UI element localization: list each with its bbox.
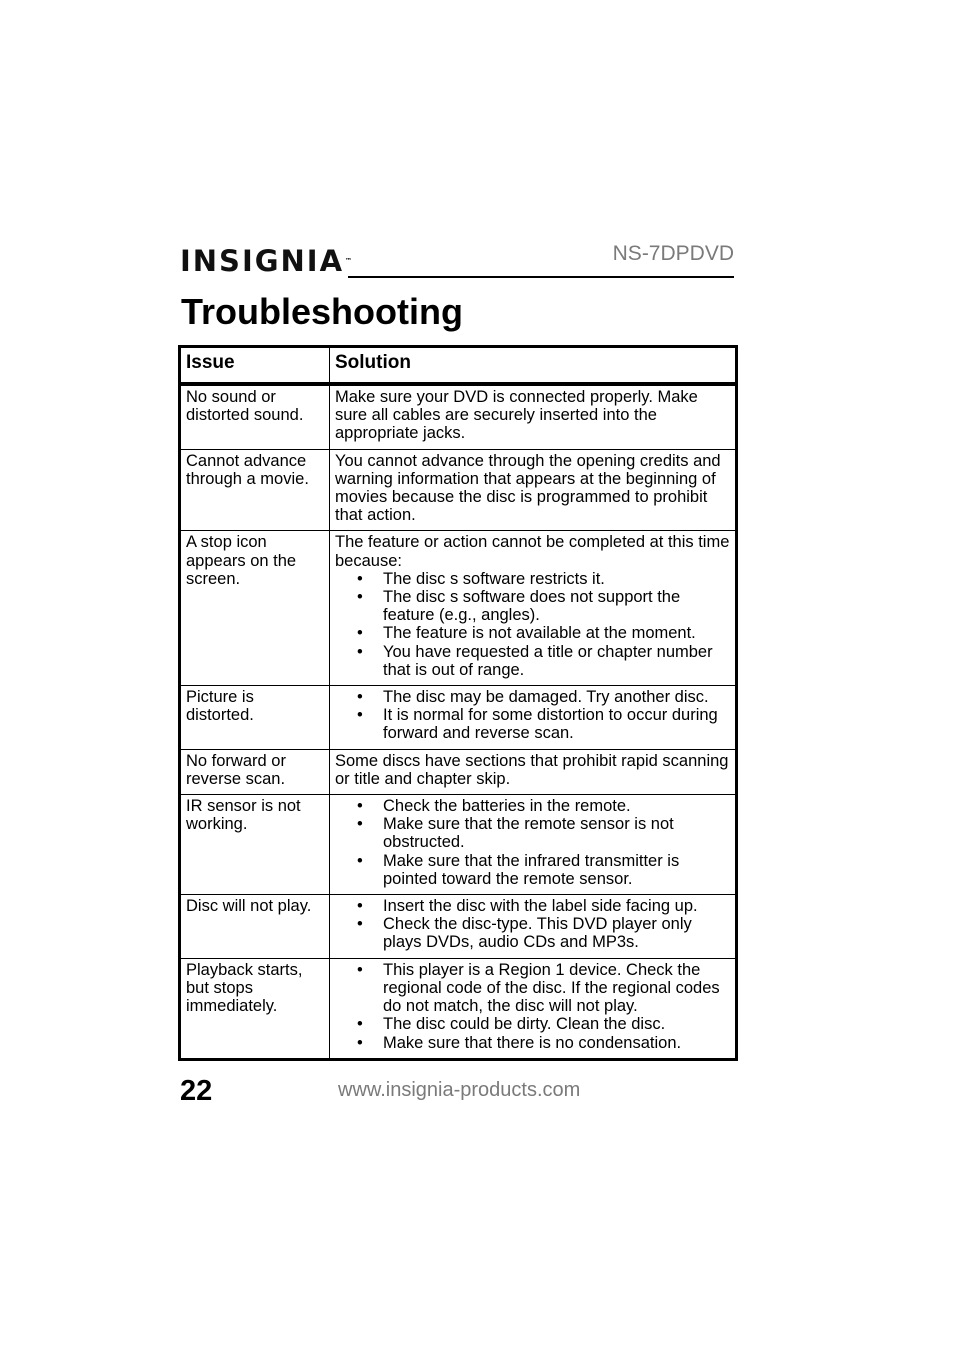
bullet-text: The disc may be damaged. Try another disc. <box>383 688 709 707</box>
bullet-text: Make sure that there is no condensation. <box>383 1033 682 1052</box>
table-row <box>180 795 737 895</box>
solution-bullet-item <box>335 588 731 624</box>
column-header-issue: Issue <box>180 347 330 385</box>
bullet-text: Insert the disc with the label side facing up. <box>383 897 698 916</box>
bullet-icon: • <box>357 851 363 870</box>
solution-bullet-item <box>335 1034 731 1052</box>
bullet-text: Make sure that the infrared transmitter is pointed toward the remote sensor. <box>383 851 680 888</box>
table-body <box>180 384 737 1059</box>
bullet-text: The feature is not available at the moment. <box>383 624 696 643</box>
solution-text: Make sure your DVD is connected properly. Make sure all cables are securely inserted into the appropriate jacks. <box>335 388 698 443</box>
solution-bullet-item <box>335 915 731 951</box>
model-number: NS-7DPDVD <box>612 242 734 265</box>
issue-cell: IR sensor is not working. <box>180 795 330 895</box>
table-row <box>180 531 737 686</box>
solution-bullet-item <box>335 815 731 851</box>
solution-bullet-item <box>335 706 731 742</box>
solution-bullet-item <box>335 688 731 706</box>
bullet-icon: • <box>357 815 363 834</box>
issue-cell: A stop icon appears on the screen. <box>180 531 330 686</box>
solution-text: You cannot advance through the opening credits and warning information that appears at the beginning of movies because the disc is programmed to prohibit that action. <box>335 451 721 525</box>
table-row <box>180 384 737 449</box>
issue-cell: Picture is distorted. <box>180 686 330 750</box>
troubleshooting-table <box>178 345 738 1061</box>
bullet-text: The disc could be dirty. Clean the disc. <box>383 1015 666 1034</box>
column-header-solution: Solution <box>330 347 737 385</box>
solution-bullet-item <box>335 797 731 815</box>
bullet-icon: • <box>357 1033 363 1052</box>
solution-bullet-item <box>335 1015 731 1033</box>
solution-cell <box>330 795 737 895</box>
trademark-symbol: ™ <box>345 257 353 265</box>
troubleshooting-table-container <box>178 345 738 1061</box>
brand-logo <box>180 244 352 278</box>
bullet-icon: • <box>357 706 363 725</box>
bullet-text: You have requested a title or chapter number that is out of range. <box>383 642 713 679</box>
solution-cell <box>330 686 737 750</box>
solution-bullet-item <box>335 624 731 642</box>
bullet-text: The disc s software restricts it. <box>383 569 605 588</box>
solution-bullet-list <box>335 797 731 888</box>
bullet-icon: • <box>357 960 363 979</box>
bullet-icon: • <box>357 1015 363 1034</box>
table-row <box>180 686 737 750</box>
bullet-text: The disc s software does not support the feature (e.g., angles). <box>383 588 681 625</box>
bullet-text: This player is a Region 1 device. Check the regional code of the disc. If the regional codes do not match, the disc will not play. <box>383 960 720 1016</box>
solution-text: Some discs have sections that prohibit rapid scanning or title and chapter skip. <box>335 751 729 788</box>
bullet-text: It is normal for some distortion to occur during forward and reverse scan. <box>383 706 718 743</box>
solution-bullet-list <box>335 688 731 743</box>
solution-cell <box>330 384 737 449</box>
solution-cell <box>330 449 737 531</box>
issue-cell: Playback starts, but stops immediately. <box>180 958 330 1059</box>
bullet-text: Check the disc-type. This DVD player only plays DVDs, audio CDs and MP3s. <box>383 915 692 952</box>
solution-bullet-list <box>335 961 731 1052</box>
issue-cell: No sound or distorted sound. <box>180 384 330 449</box>
solution-bullet-item <box>335 897 731 915</box>
solution-cell <box>330 749 737 794</box>
solution-bullet-item <box>335 852 731 888</box>
solution-bullet-item <box>335 961 731 1016</box>
bullet-text: Make sure that the remote sensor is not obstructed. <box>383 815 674 852</box>
bullet-icon: • <box>357 797 363 816</box>
bullet-text: Check the batteries in the remote. <box>383 797 631 816</box>
bullet-icon: • <box>357 569 363 588</box>
issue-cell: Disc will not play. <box>180 895 330 959</box>
table-row <box>180 895 737 959</box>
bullet-icon: • <box>357 624 363 643</box>
header-divider <box>348 276 734 278</box>
page-header <box>180 238 736 284</box>
solution-bullet-item <box>335 643 731 679</box>
page-number: 22 <box>180 1075 213 1107</box>
issue-cell: Cannot advance through a movie. <box>180 449 330 531</box>
solution-cell <box>330 958 737 1059</box>
solution-bullet-item <box>335 570 731 588</box>
footer-url: www.insignia-products.com <box>338 1079 581 1101</box>
table-row <box>180 749 737 794</box>
bullet-icon: • <box>357 688 363 707</box>
bullet-icon: • <box>357 588 363 607</box>
bullet-icon: • <box>357 915 363 934</box>
solution-bullet-list <box>335 897 731 952</box>
solution-text: The feature or action cannot be completed at this time because: <box>335 533 730 570</box>
table-row <box>180 449 737 531</box>
issue-cell: No forward or reverse scan. <box>180 749 330 794</box>
bullet-icon: • <box>357 642 363 661</box>
table-row <box>180 958 737 1059</box>
table-header-row <box>180 347 737 385</box>
solution-bullet-list <box>335 570 731 679</box>
page-title: Troubleshooting <box>181 291 463 332</box>
solution-cell <box>330 895 737 959</box>
brand-name: INSIGNIA <box>180 244 345 278</box>
bullet-icon: • <box>357 897 363 916</box>
solution-cell <box>330 531 737 686</box>
